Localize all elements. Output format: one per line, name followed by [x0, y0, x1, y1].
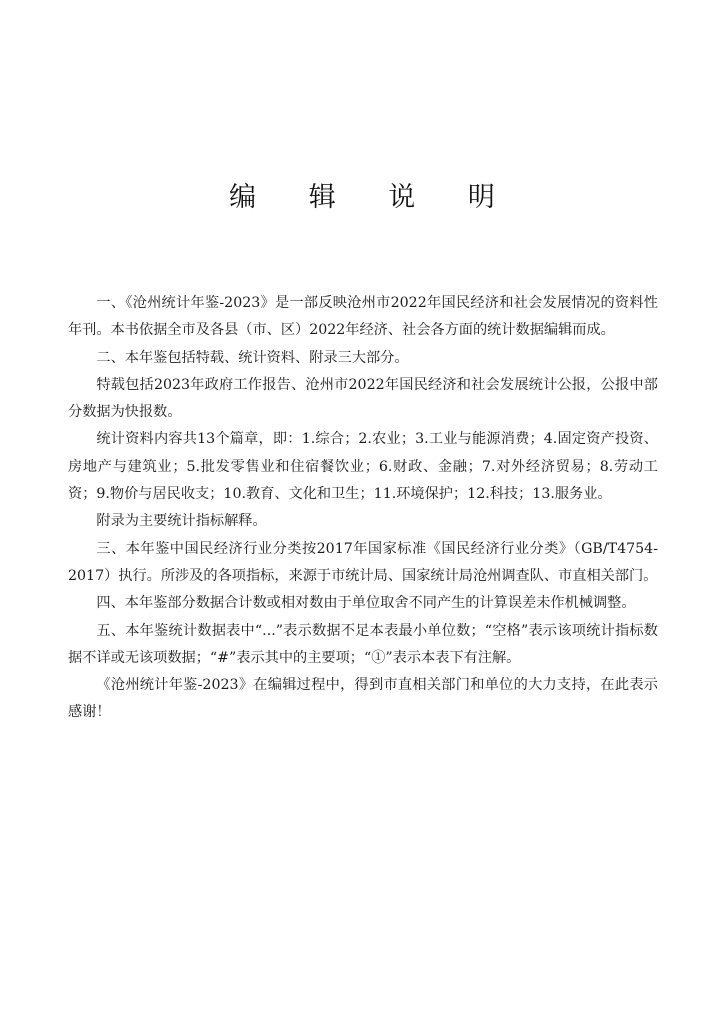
document-body: [68, 290, 658, 727]
paragraph-chapters: 统计资料内容共13个篇章，即：1.综合；2.农业；3.工业与能源消费；4.固定资产投资、房地产与建筑业；5.批发零售业和住宿餐饮业；6.财政、金融；7.对外经济贸易；8.劳动工资；9.物价与居民收支；10.教育、文化和卫生；11.环境保护；12.科技；13.服务业。: [68, 431, 658, 503]
paragraph-classification: 三、本年鉴中国民经济行业分类按2017年国家标准《国民经济行业分类》（GB/T4754-2017）执行。所涉及的各项指标，来源于市统计局、国家统计局沧州调查队、市直相关部门。: [68, 540, 658, 584]
paragraph-acknowledgement: 《沧州统计年鉴-2023》在编辑过程中，得到市直相关部门和单位的大力支持，在此表示感谢！: [68, 677, 658, 721]
paragraph-appendix: 附录为主要统计指标解释。: [96, 513, 267, 530]
paragraph-symbols: 五、本年鉴统计数据表中“...”表示数据不足本表最小单位数；“空格”表示该项统计指标数据不详或无该项数据；“#”表示其中的主要项；“①”表示本表下有注解。: [68, 622, 658, 666]
page-title: 编 辑 说 明: [229, 182, 517, 213]
paragraph-structure: 二、本年鉴包括特载、统计资料、附录三大部分。: [96, 349, 409, 366]
paragraph-special-section: 特载包括2023年政府工作报告、沧州市2022年国民经济和社会发展统计公报，公报中部分数据为快报数。: [68, 376, 658, 421]
paragraph-rounding: 四、本年鉴部分数据合计数或相对数由于单位取舍不同产生的计算误差未作机械调整。: [96, 595, 636, 612]
paragraph-overview: 一、《沧州统计年鉴-2023》是一部反映沧州市2022年国民经济和社会发展情况的资料性年刊。本书依据全市及各县（市、区）2022年经济、社会各方面的统计数据编辑而成。: [68, 295, 658, 339]
